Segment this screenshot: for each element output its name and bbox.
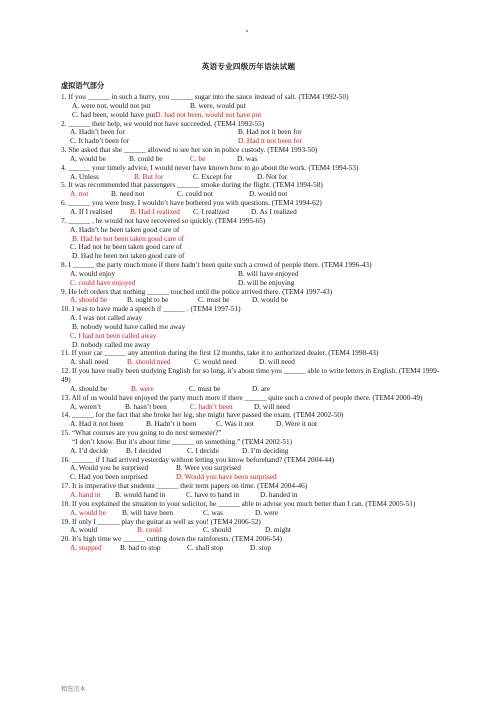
option-a: A. would be [70, 154, 106, 163]
question-16-options [61, 473, 441, 482]
question-2-stem: 2. ______ their help, we would not have succeeded. (TEM4 1992-55) [61, 119, 265, 128]
option-c: C. must be [198, 296, 230, 305]
question-list [61, 93, 441, 553]
option-d: D. Would you have been surprised [176, 473, 277, 482]
option-c: C. could have enjoyed [70, 278, 136, 287]
option-b: B. But for [134, 172, 164, 181]
option-b: B. were, would put [190, 101, 246, 110]
option-c: C. have to hand in [186, 490, 240, 499]
option-c: C. should [203, 526, 231, 535]
option-c: C. be [190, 154, 206, 163]
page-title: 英语专业四级历年语法试题 [201, 62, 296, 71]
question-12-options [61, 385, 441, 394]
option-b: B. should need [127, 358, 171, 367]
question-1-options [61, 102, 441, 111]
question-1-options [61, 111, 441, 120]
question-11-options [61, 358, 441, 367]
option-d: D. nobody called me away [72, 340, 151, 349]
question-5-stem: 5. It was recommended that passengers ______ smoke during the flight. (TEM4 1994-58) [61, 181, 323, 190]
question-9-options [61, 296, 441, 305]
question-8-options [61, 279, 441, 288]
question-13-stem: 13. All of us would have enjoyed the party much more if there ______ quite such a crowd of people there. (TEM4 2000-49) [61, 393, 423, 402]
option-c: C. was [203, 508, 223, 517]
question-17-stem: 17. It is imperative that students ______ their term papers on time. (TEM4 2004-46) [61, 482, 308, 491]
option-d: D. will need [254, 402, 290, 411]
option-a: A. Would you be surprised [70, 464, 149, 473]
question-6-stem: 6. ______ you were busy, I wouldn’t have bothered you with questions. (TEM4 1994-62) [61, 199, 322, 208]
option-a: A. stopped [70, 544, 102, 553]
question-13-options [61, 403, 441, 412]
question-1-stem: 1. If you ______ in such a hurry, you ______ sugar into the sauce instead of salt. (TEM4 1992-50) [61, 93, 349, 101]
option-d: D. As I realized [251, 207, 297, 216]
option-b: B. could [137, 526, 162, 535]
option-b: B. will have been [122, 508, 174, 517]
question-8-stem: 8. I ______ the party much more if there hadn’t been quite such a crowd of people there. (TEM4 1996-43) [61, 261, 372, 270]
option-a: A. Hadn’t been for [70, 128, 125, 137]
question-16-options [61, 464, 441, 473]
option-d: D. I’m deciding [242, 446, 289, 455]
option-b: B. Had not it been for [238, 128, 302, 137]
option-a: A. would enjoy [70, 269, 116, 278]
option-c: C. Except for [193, 172, 233, 181]
question-14-stem: 14. ______ for the fact that she broke her leg, she might have passed the exam. (TEM4 2002-50) [61, 411, 344, 420]
option-c: C. I realized [193, 207, 229, 216]
option-b: B. Hadn’t it been [146, 420, 197, 429]
option-b: B. I decided [126, 446, 162, 455]
option-d: D. were [255, 508, 279, 517]
question-18-stem: 18. If you explained the situation to your solicitor, he ______ able to advise you much better than I can. (TEM4 2005-51) [61, 499, 416, 508]
question-3-stem: 3. She asked that she ______ allowed to see her son in police custody. (TEM4 1993-50) [61, 146, 318, 155]
question-20-stem: 20. It’s high time we ______ cutting down the rainforests. (TEM4 2006-54) [61, 535, 283, 544]
option-a: A. should be [70, 384, 108, 393]
option-a: A. would [70, 526, 98, 535]
question-17-options [61, 491, 441, 500]
option-d: D. was [237, 154, 258, 163]
option-d: D. might [265, 526, 291, 535]
option-c: C. Had not he been taken good care of [70, 243, 183, 252]
option-d: D. would be [252, 296, 288, 305]
question-15-stem-2: “I don’t know. But it’s about time ______ on something.” (TEM4 2002-51) [72, 437, 293, 446]
question-10-stem: 10. I was to have made a speech if ______ . (TEM4 1997-51) [61, 305, 241, 314]
question-7-stem: 7. ______ , he would not have recovered so quickly. (TEM4 1995-65) [61, 216, 266, 225]
option-c: C. had been, would have put [72, 110, 156, 119]
option-a: A. weren’t [70, 402, 102, 411]
option-b: B. would hand in [115, 490, 166, 499]
option-c: C. I decide [187, 446, 219, 455]
option-b: B. were [131, 384, 154, 393]
option-d: D. handed in [260, 490, 298, 499]
option-a: A. Had it not been [70, 420, 124, 429]
question-11-stem: 11. If your car ______ any attention during the first 12 months, take it to authorized dealer. (TEM4 1998-43) [61, 349, 379, 358]
option-d: D. are [252, 384, 270, 393]
option-a: A. shall need [70, 358, 109, 367]
question-6-options [61, 208, 441, 217]
option-d: D. Had he been not taken good care of [72, 252, 185, 261]
option-b: B. nobody would have called me away [72, 322, 186, 331]
option-d: D. would not [249, 190, 288, 199]
option-a: A. not [70, 190, 89, 199]
question-15-stem: 15. “What courses are you going to do next semester?” [61, 429, 222, 438]
option-a: A. I’d decide [70, 446, 109, 455]
option-b: B. need not [111, 190, 145, 199]
question-15-options [61, 447, 441, 456]
option-c: C. Had you been surprised [70, 473, 148, 482]
question-19-stem: 19. If only I ______ play the guitar as well as you! (TEM4 2006-52) [61, 517, 261, 526]
option-d: D. Had it not been for [238, 137, 303, 146]
option-a: A. Hadn’t he been taken good care of [70, 225, 180, 234]
option-c: C. would need [194, 358, 237, 367]
header-dot [246, 30, 248, 32]
option-d: D. had not been, would not have put [155, 110, 262, 119]
option-c: C. must be [189, 384, 221, 393]
section-heading: 虚拟语气部分 [61, 81, 105, 90]
option-d: D. stop [250, 544, 272, 553]
option-a: A. were not, would not put [72, 101, 151, 110]
option-a: A. should be [70, 296, 108, 305]
option-a: A. would be [70, 508, 106, 517]
option-b: B. will have enjoyed [238, 269, 299, 278]
question-16-stem: 16. ______ if I had arrived yesterday without letting you know beforehand? (TEM4 2004-44) [61, 455, 335, 464]
option-c: C. It hadn’t been for [70, 137, 130, 146]
question-2-options [61, 128, 441, 137]
question-20-options [61, 544, 441, 553]
option-b: B. ought to be [127, 296, 169, 305]
question-4-options [61, 173, 441, 182]
question-8-options [61, 270, 441, 279]
option-d: D. will need [259, 358, 295, 367]
question-9-stem: 9. He left orders that nothing ______ touched until the police arrived there. (TEM4 1997-43) [61, 287, 333, 296]
option-c: C. Was it not [216, 420, 254, 429]
question-14-options [61, 420, 441, 429]
option-c: C. could not [177, 190, 213, 199]
option-d: D. Were it not [276, 420, 318, 429]
question-4-stem: 4. ______ your timely advice, I would never have known how to go about the work. (TEM4 1994-53) [61, 163, 359, 172]
option-a: A. I was not called away [70, 314, 143, 323]
question-2-options [61, 137, 441, 146]
option-a: A. If I realised [70, 207, 113, 216]
option-a: A. Unless [70, 172, 99, 181]
option-c: C. shall stop [187, 544, 224, 553]
question-3-options [61, 155, 441, 164]
option-c: C. I had not been called away [70, 331, 157, 340]
question-19-options [61, 526, 441, 535]
option-b: B. had to stop [120, 544, 161, 553]
option-c: C. hadn’t been [190, 402, 233, 411]
question-18-options [61, 509, 441, 518]
option-d: D. Not for [257, 172, 288, 181]
option-b: B. Had he not been taken good care of [72, 234, 185, 243]
option-d: D. will be enjoying [238, 278, 295, 287]
page-footer: 精选范本 [61, 686, 86, 693]
option-a: A. hand in [70, 490, 101, 499]
option-b: B. could be [129, 154, 163, 163]
option-b: B. Had I realized [130, 207, 180, 216]
option-b: B. Were you surprised [176, 464, 241, 473]
question-5-options [61, 190, 441, 199]
question-12-stem: 12. If you have really been studying English for so long, it’s about time you ______ able to write letters in English. (TEM4 1999-49) [61, 367, 440, 384]
option-b: B. hasn’t been [125, 402, 167, 411]
